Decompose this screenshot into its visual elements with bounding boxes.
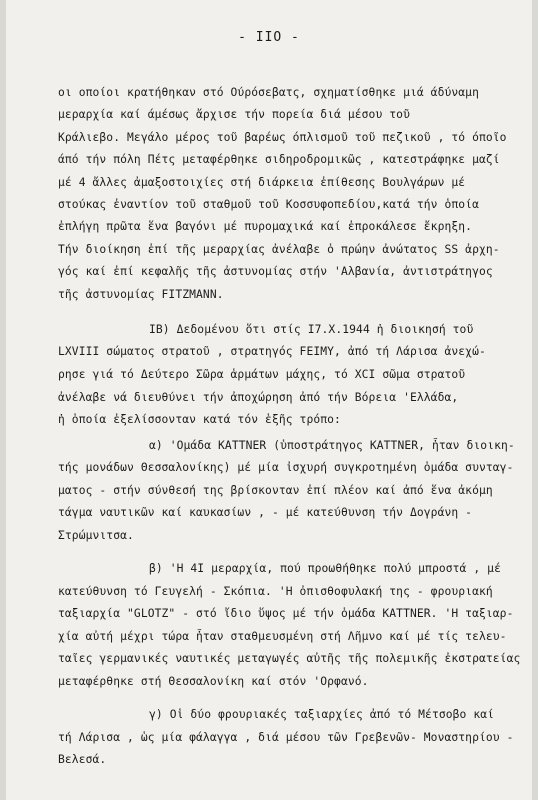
text-line: Στρώμνιτσα. — [58, 529, 134, 542]
text-line: ταξιαρχία "GLOTZ" - στό ἴδιο ὕψος μέ τήν ὁμάδα KATTNER. 'Η ταξιαρ- — [58, 607, 514, 620]
text-line: οι οποίοι κρατήθηκαν στό Ούρόσεβατς, σχηματίσθηκε μιά άδύναμη — [58, 86, 479, 99]
text-line: Βελεσά. — [58, 753, 107, 766]
text-line: γ) Οἱ δύο φρουριακές ταξιαρχίες ἀπό τό Μέτσοβο καί — [149, 708, 495, 721]
text-line: ἐπλήγη πρῶτα ἕνα βαγόνι μέ πυρομαχικά καί ἐπροκάλεσε ἔκρηξη. — [58, 220, 473, 233]
text-line: κατεύθυνση τό Γευγελή - Σκόπια. 'Η ὀπισθοφυλακή της - φρουριακή — [58, 585, 493, 598]
page-number: - IIO - — [238, 30, 300, 45]
text-line: μεραρχία καί άμέσως ἄρχισε τήν πορεία διά μέσου τοῦ — [58, 108, 410, 121]
text-line: τή Λάρισα , ὡς μία φάλαγγα , διά μέσου τῶν Γρεβενῶν- Μοναστηρίου - — [58, 731, 514, 744]
page-left-edge — [0, 0, 6, 800]
text-line: β) 'Η 4I μεραρχία, πού προωθήθηκε πολύ μπροστά , μέ — [149, 562, 501, 575]
text-line: ματος - στήν σύνθεσή της βρίσκονταν ἐπί πλέον καί ἀπό ἕνα ἀκόμη — [58, 484, 493, 497]
text-line: IB) Δεδομένου ὅτι στίς I7.X.1944 ἡ διοικησή τοῦ — [149, 323, 474, 336]
text-line: άπό τήν πόλη Πέτς μεταφέρθηκε σιδηροδρομικῶς , κατεστράφηκε μαζί — [58, 153, 500, 166]
text-line: ρησε γιά τό Δεύτερο Σῶρα ἁρμάτων μάχης, τό XCI σῶμα στρατοῦ — [58, 368, 466, 381]
text-line: χία αὐτή μέχρι τώρα ἦταν σταθμευσμένη στή Λῆμνο καί μέ τίς τελευ- — [58, 630, 507, 643]
text-line: μέ 4 ἄλλες ἀμαξοστοιχίες στή διάρκεια ἐπίθεσης Βουλγάρων μέ — [58, 176, 466, 189]
text-line: LXVIII σώματος στρατοῦ , στρατηγός FEIMY, ἀπό τή Λάρισα ἀνεχώ- — [58, 345, 486, 358]
text-line: Τήν διοίκηση ἐπί τῆς μεραρχίας ἀνέλαβε ὁ πρώην ἀνώτατος SS ἀρχη- — [58, 243, 500, 256]
text-line: στούκας ἐναντίον τοῦ σταθμοῦ τοῦ Κοσσυφοπεδίου,κατά τήν ὁποία — [58, 198, 479, 211]
text-line: Κράλιεβο. Μεγάλο μέρος τοῦ βαρέως όπλισμοῦ τοῦ πεζικοῦ , τό όποῖο — [58, 131, 507, 144]
text-line: ταῖες γερμανικές ναυτικές μεταγωγές αὐτῆς τῆς πολεμικῆς ἐκστρατείας — [58, 652, 521, 665]
text-line: γός καί ἐπί κεφαλῆς τῆς ἀστυνομίας στήν 'Αλβανία, ἀντιστράτηγος — [58, 265, 493, 278]
text-line: ἀνέλαβε νά διευθύνει τήν ἀποχώρηση ἀπό τήν Βόρεια 'Ελλάδα, — [58, 391, 459, 404]
text-line: ἡ ὁποία ἐξελίσσονταν κατά τόν ἑξῆς τρόπο: — [58, 413, 341, 426]
text-line: τῆς ἀστυνομίας FITZMANN. — [58, 288, 224, 301]
page-right-edge — [532, 0, 538, 800]
text-line: τής μονάδων Θεσσαλονίκης) μέ μία ἰσχυρή συγκροτημένη ὁμάδα συνταγ- — [58, 461, 514, 474]
text-line: μεταφέρθηκε στή Θεσσαλονίκη καί στόν 'Ορφανό. — [58, 675, 369, 688]
text-line: τάγμα ναυτικῶν καί καυκασίων , - μέ κατεύθυνση τήν Δογράνη - — [58, 506, 473, 519]
text-line: α) 'Ομάδα KATTNER (ὑποστράτηγος KATTNER, ἦταν διοικη- — [149, 439, 515, 452]
